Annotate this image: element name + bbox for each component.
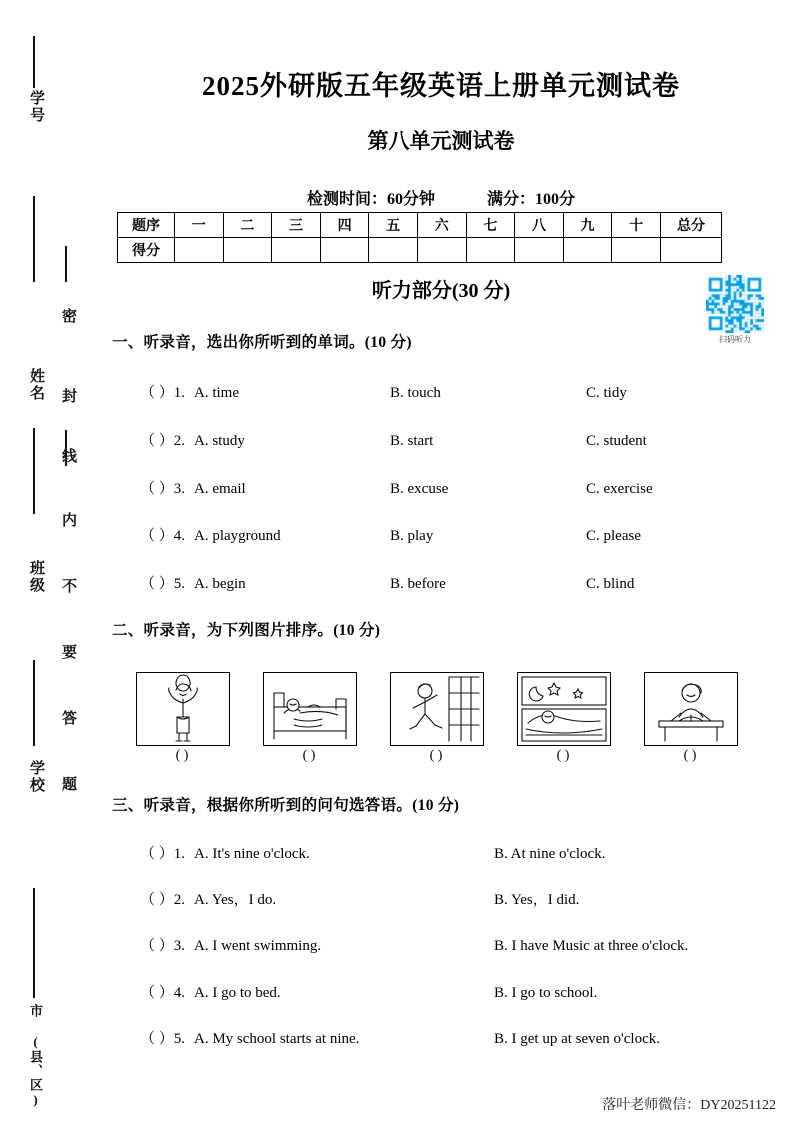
qr-code-block[interactable] (706, 275, 764, 345)
score-cell-total[interactable] (661, 238, 722, 263)
margin-label-mi: 密 (60, 308, 76, 325)
q1-item-4 (140, 524, 641, 545)
picture-boy-running-outside[interactable] (390, 672, 484, 746)
picture-caption-4[interactable]: ( ) (556, 748, 570, 763)
q3-item-4 (140, 981, 597, 1002)
boy-running-icon (391, 673, 483, 745)
score-cell[interactable] (417, 238, 466, 263)
page-title: 2025外研版五年级英语上册单元测试卷 (202, 71, 680, 101)
margin-label-ti: 题 (60, 776, 76, 793)
child-in-bed-icon (264, 673, 356, 745)
score-col-9: 九 (563, 213, 612, 238)
question-1-heading: 一、听录音，选出你所听到的单词。(10 分) (112, 334, 412, 351)
score-table-row-label-2: 得分 (118, 238, 175, 263)
option-b[interactable]: B. before (390, 576, 446, 592)
margin-rule (33, 660, 35, 746)
score-col-total: 总分 (661, 213, 722, 238)
picture-caption-2[interactable]: ( ) (302, 748, 316, 763)
score-table-row-label: 题序 (118, 213, 175, 238)
margin-label-feng: 封 (60, 388, 76, 405)
score-cell[interactable] (515, 238, 564, 263)
option-b[interactable]: B. touch (390, 385, 441, 401)
margin-label-bu: 不 (60, 578, 76, 595)
answer-blank[interactable]: （ ）2. (140, 433, 186, 449)
margin-label-xingming: 姓名 (28, 368, 44, 402)
q1-item-1 (140, 381, 627, 402)
answer-blank[interactable]: （ ）3. (140, 481, 186, 497)
option-c[interactable]: C. tidy (586, 385, 627, 401)
picture-girl-stretching-waking[interactable] (136, 672, 230, 746)
q1-item-2 (140, 429, 647, 450)
score-col-10: 十 (612, 213, 661, 238)
option-a[interactable]: A. I go to bed. (194, 985, 281, 1001)
score-cell[interactable] (320, 238, 369, 263)
score-cell[interactable] (223, 238, 272, 263)
margin-rule (33, 888, 35, 998)
option-b[interactable]: B. play (390, 528, 434, 544)
unit-subtitle: 第八单元测试卷 (367, 129, 515, 153)
option-b[interactable]: B. excuse (390, 481, 449, 497)
girl-stretching-icon (137, 673, 229, 745)
question-3-heading: 三、听录音，根据你所听到的问句选答语。(10 分) (112, 797, 460, 814)
picture-boy-reading-at-desk[interactable] (644, 672, 738, 746)
picture-caption-3[interactable]: ( ) (429, 748, 443, 763)
qr-code-caption: 扫码听力 (719, 335, 751, 344)
footer-watermark: 落叶老师微信：DY20251122 (602, 1098, 776, 1113)
option-b[interactable]: B. I have Music at three o'clock. (494, 938, 689, 954)
margin-label-xuehao: 学号 (28, 90, 44, 124)
q1-item-3 (140, 477, 653, 498)
q3-item-2 (140, 888, 579, 909)
table-row-scores (118, 238, 722, 263)
score-cell[interactable] (369, 238, 418, 263)
answer-blank[interactable]: （ ）2. (140, 892, 186, 908)
score-cell[interactable] (272, 238, 321, 263)
option-a[interactable]: A. begin (194, 576, 246, 592)
margin-rule (33, 428, 35, 514)
answer-blank[interactable]: （ ）5. (140, 576, 186, 592)
option-a[interactable]: A. study (194, 433, 245, 449)
option-a[interactable]: A. I went swimming. (194, 938, 322, 954)
option-c[interactable]: C. please (586, 528, 641, 544)
option-c[interactable]: C. exercise (586, 481, 653, 497)
score-col-7: 七 (466, 213, 515, 238)
option-b[interactable]: B. At nine o'clock. (494, 846, 606, 862)
picture-person-sleeping-night[interactable] (517, 672, 611, 746)
q3-item-5 (140, 1027, 660, 1048)
picture-child-in-bed-sleeping[interactable] (263, 672, 357, 746)
question-2-heading: 二、听录音，为下列图片排序。(10 分) (112, 622, 381, 639)
score-cell[interactable] (563, 238, 612, 263)
score-col-8: 八 (515, 213, 564, 238)
q2-picture-row (136, 672, 736, 768)
margin-label-nei: 内 (60, 512, 76, 529)
margin-label-xuexiao: 学校 (28, 760, 44, 794)
q1-item-5 (140, 572, 634, 593)
answer-blank[interactable]: （ ）1. (140, 385, 186, 401)
margin-label-banji: 班级 (28, 560, 44, 594)
answer-blank[interactable]: （ ）3. (140, 938, 186, 954)
score-col-4: 四 (320, 213, 369, 238)
qr-code-icon[interactable] (706, 275, 764, 333)
option-c[interactable]: C. student (586, 433, 647, 449)
answer-blank[interactable]: （ ）1. (140, 846, 186, 862)
option-b[interactable]: B. I get up at seven o'clock. (494, 1031, 660, 1047)
margin-label-xian: 线 (60, 448, 76, 465)
q3-item-1 (140, 842, 605, 863)
q3-item-3 (140, 934, 688, 955)
table-row-header (118, 213, 722, 238)
exam-time: 检测时间：60分钟 (306, 191, 435, 208)
option-a[interactable]: A. time (194, 385, 239, 401)
option-a[interactable]: A. email (194, 481, 246, 497)
listening-section-banner: 听力部分(30 分) (371, 280, 511, 302)
margin-label-city: 市 (县、区) (28, 1004, 43, 1108)
option-c[interactable]: C. blind (586, 576, 635, 592)
answer-blank[interactable]: （ ）4. (140, 528, 186, 544)
option-b[interactable]: B. start (390, 433, 434, 449)
option-b[interactable]: B. I go to school. (494, 985, 598, 1001)
margin-label-yao: 要 (60, 644, 76, 661)
score-table (117, 212, 722, 263)
option-a[interactable]: A. My school starts at nine. (194, 1031, 360, 1047)
sleeping-at-night-icon (518, 673, 610, 745)
exam-info-line (0, 186, 812, 209)
margin-label-da: 答 (60, 710, 76, 727)
score-col-3: 三 (272, 213, 321, 238)
score-cell[interactable] (612, 238, 661, 263)
answer-blank[interactable]: （ ）5. (140, 1031, 186, 1047)
score-cell[interactable] (466, 238, 515, 263)
score-col-2: 二 (223, 213, 272, 238)
score-cell[interactable] (175, 238, 224, 263)
margin-strip (0, 0, 96, 1122)
picture-caption-5[interactable]: ( ) (683, 748, 697, 763)
option-a[interactable]: A. playground (194, 528, 281, 544)
score-col-1: 一 (175, 213, 224, 238)
score-col-6: 六 (417, 213, 466, 238)
picture-caption-1[interactable]: ( ) (175, 748, 189, 763)
boy-reading-icon (645, 673, 737, 745)
option-a[interactable]: A. Yes，I do. (194, 892, 277, 908)
exam-full-score: 满分：100分 (487, 191, 576, 208)
option-b[interactable]: B. Yes，I did. (494, 892, 580, 908)
option-a[interactable]: A. It's nine o'clock. (194, 846, 310, 862)
answer-blank[interactable]: （ ）4. (140, 985, 186, 1001)
score-col-5: 五 (369, 213, 418, 238)
